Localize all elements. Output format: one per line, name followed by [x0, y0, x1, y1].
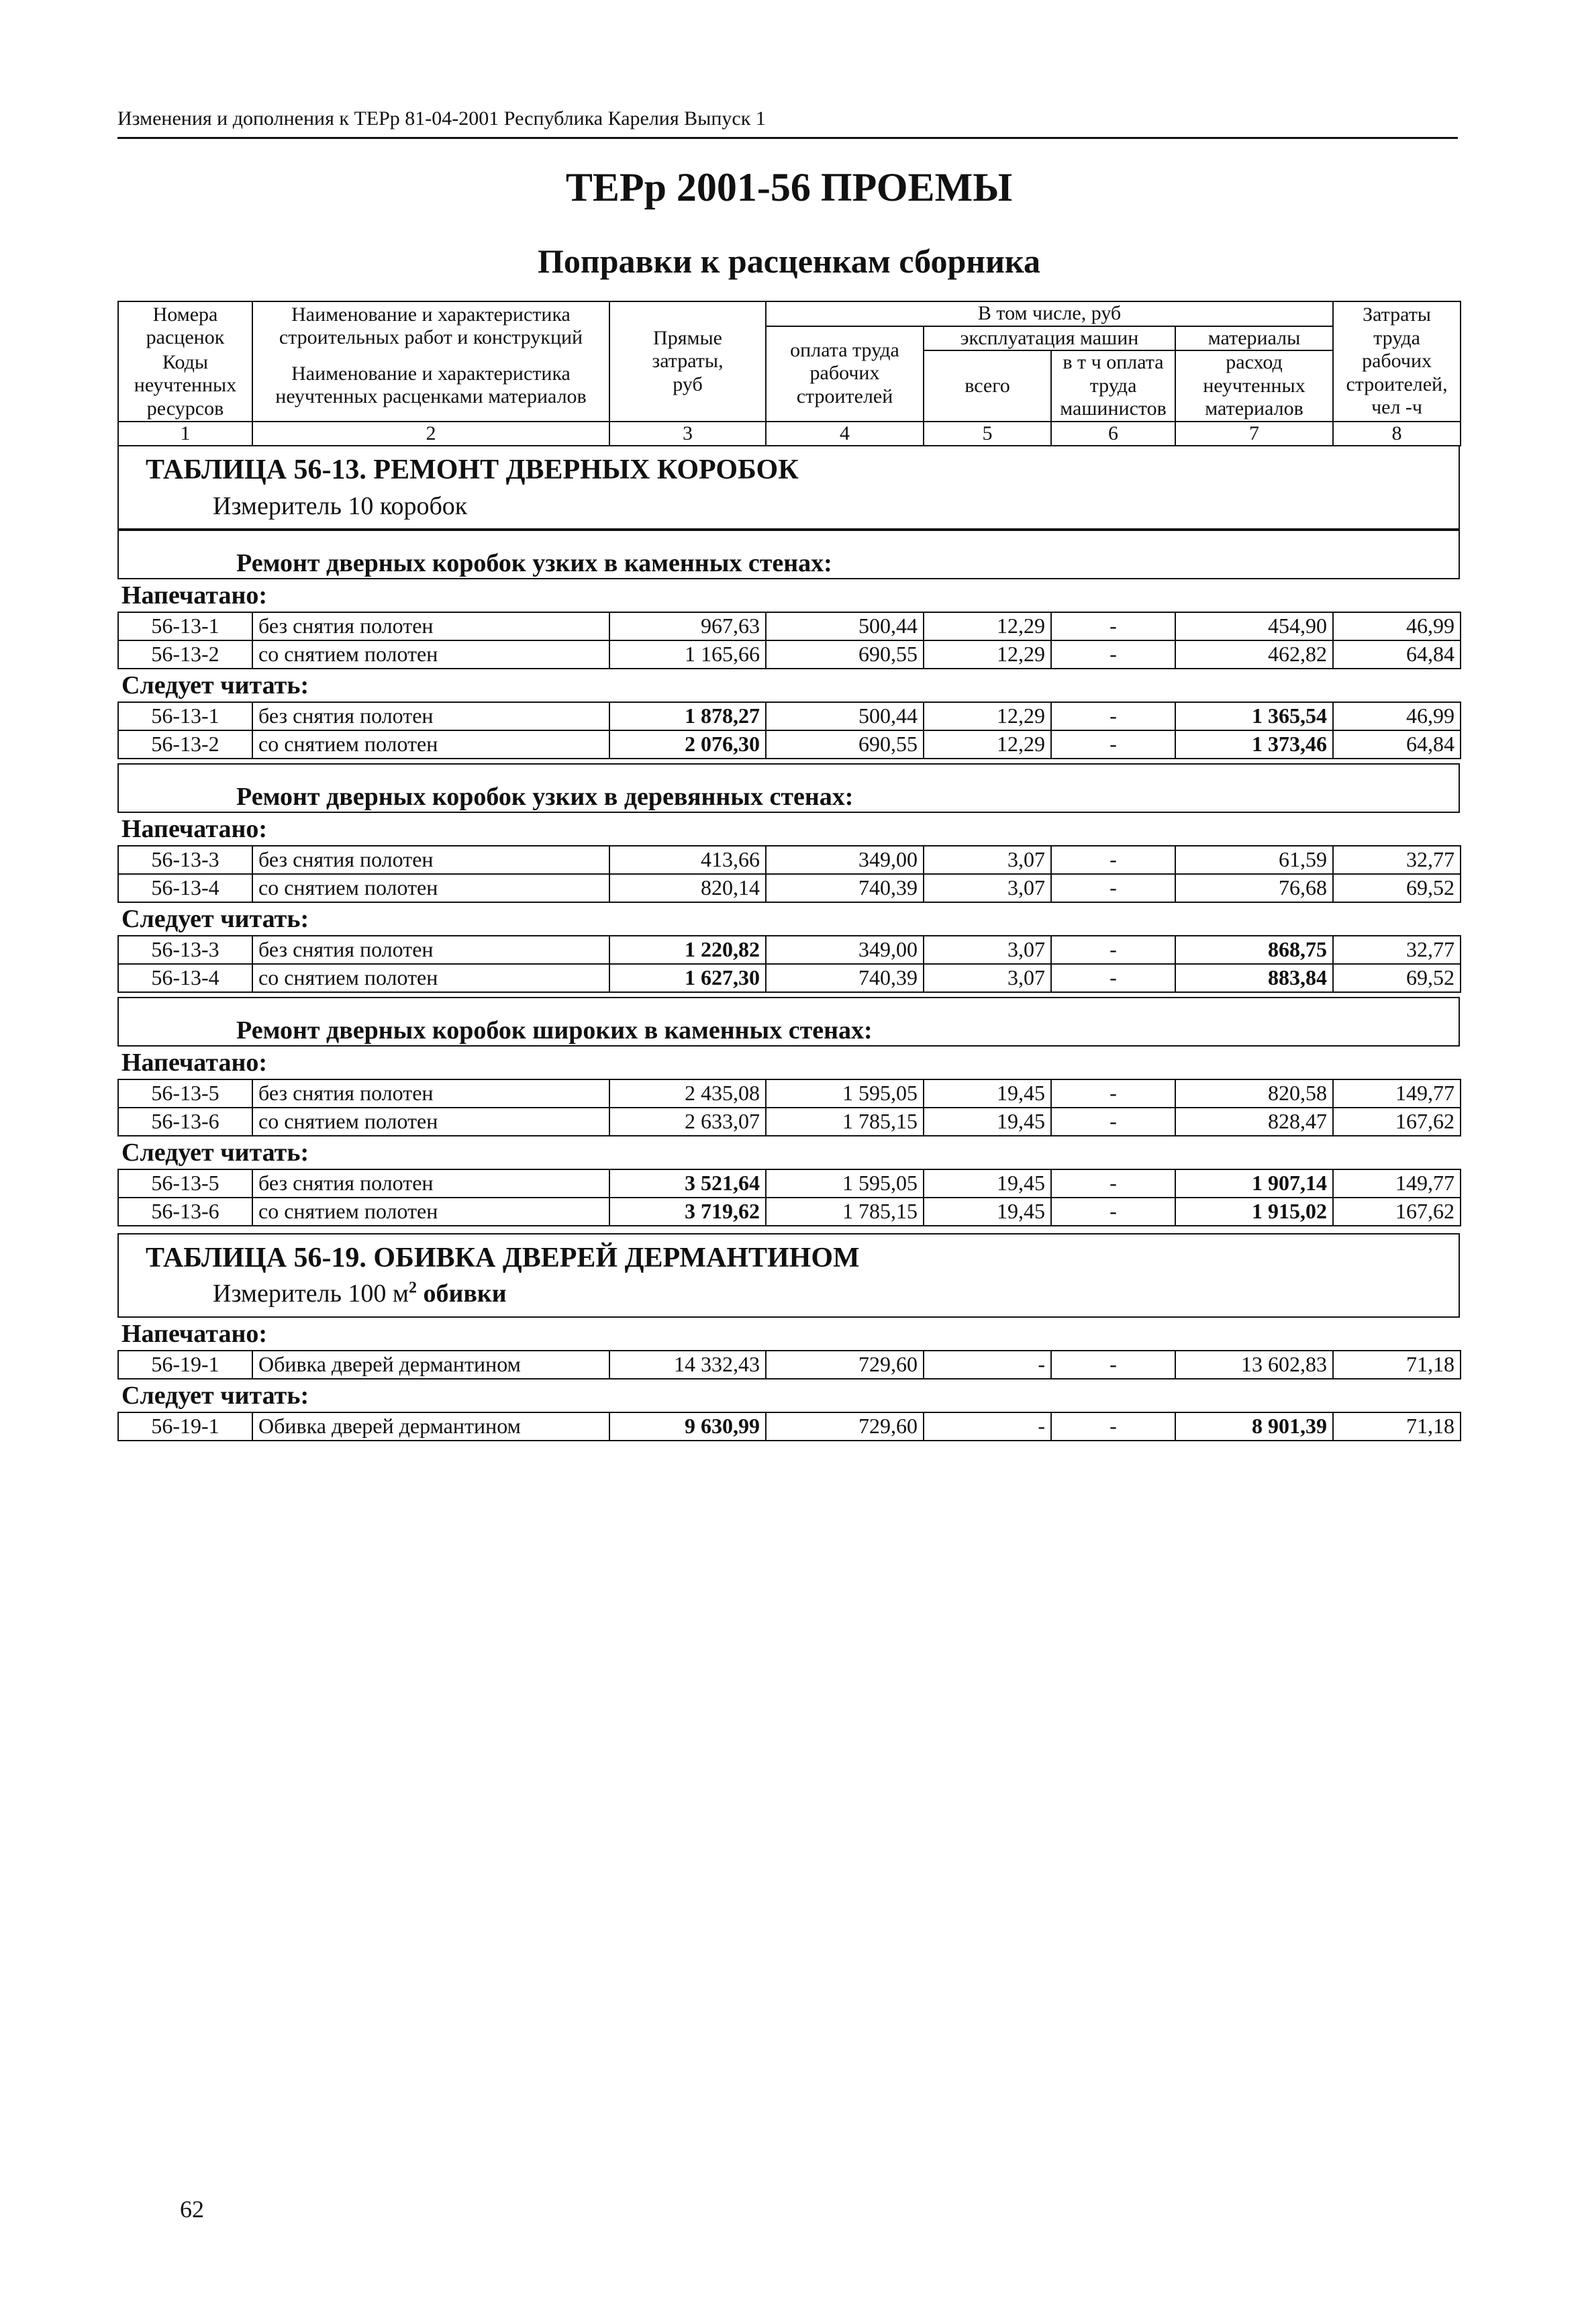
printed-label: Напечатано: [121, 1319, 267, 1348]
cell-direct-costs: 14 332,43 [609, 1351, 766, 1379]
rates-table [117, 1169, 1461, 1226]
table-title: ТАБЛИЦА 56-19. ОБИВКА ДВЕРЕЙ ДЕРМАНТИНОМ [146, 1242, 860, 1273]
cell-materials: 1 373,46 [1175, 730, 1333, 759]
table-row [118, 874, 1461, 902]
cell-materials: 820,58 [1175, 1079, 1333, 1108]
header-labor-costs: Затраты труда рабочих строителей, чел -ч [1333, 301, 1461, 422]
subsection-title: Ремонт дверных коробок узких в деревянных стенах: [236, 782, 854, 811]
table-row [118, 964, 1461, 992]
cell-machines-total: 12,29 [924, 702, 1051, 730]
cell-worker-pay: 1 785,15 [766, 1198, 924, 1226]
cell-machines-total: 19,45 [924, 1198, 1051, 1226]
cell-labor-costs: 64,84 [1333, 730, 1461, 759]
cell-direct-costs: 2 076,30 [609, 730, 766, 759]
printed-label: Напечатано: [121, 581, 267, 610]
subsection-heading [117, 997, 1460, 1047]
rates-table [117, 701, 1461, 759]
cell-rate-code: 56-13-4 [118, 874, 252, 902]
cell-rate-code: 56-13-3 [118, 846, 252, 874]
cell-labor-costs: 149,77 [1333, 1079, 1461, 1108]
cell-worker-pay: 1 785,15 [766, 1108, 924, 1136]
header-worker-pay: оплата труда рабочих строителей [766, 326, 924, 422]
cell-operator-pay: - [1051, 702, 1175, 730]
subsection-title: Ремонт дверных коробок широких в каменных стенах: [236, 1016, 873, 1045]
cell-worker-pay: 1 595,05 [766, 1169, 924, 1198]
cell-direct-costs: 967,63 [609, 612, 766, 640]
correct-label: Следует читать: [121, 671, 309, 699]
cell-direct-costs: 413,66 [609, 846, 766, 874]
header-material-name: Наименование и характеристика неучтенных расценками материалов [252, 350, 609, 422]
rates-table [117, 1412, 1461, 1441]
cell-machines-total: 19,45 [924, 1169, 1051, 1198]
cell-labor-costs: 71,18 [1333, 1351, 1461, 1379]
cell-machines-total: 12,29 [924, 612, 1051, 640]
cell-rate-code: 56-13-3 [118, 936, 252, 964]
table-row [118, 1351, 1461, 1379]
table-row [118, 1108, 1461, 1136]
cell-work-name: без снятия полотен [252, 846, 609, 874]
subsection-heading [117, 530, 1460, 579]
cell-machines-total: 12,29 [924, 730, 1051, 759]
cell-direct-costs: 2 633,07 [609, 1108, 766, 1136]
cell-rate-code: 56-19-1 [118, 1412, 252, 1441]
cell-materials: 13 602,83 [1175, 1351, 1333, 1379]
cell-operator-pay: - [1051, 1108, 1175, 1136]
table-row [118, 1198, 1461, 1226]
correct-label: Следует читать: [121, 1138, 309, 1167]
cell-operator-pay: - [1051, 1079, 1175, 1108]
cell-rate-code: 56-13-2 [118, 730, 252, 759]
cell-rate-code: 56-13-5 [118, 1169, 252, 1198]
cell-labor-costs: 167,62 [1333, 1198, 1461, 1226]
cell-machines-total: 3,07 [924, 846, 1051, 874]
table-56-13-heading [117, 446, 1460, 530]
document-title: ТЕРр 2001-56 ПРОЕМЫ [565, 165, 1013, 209]
cell-work-name: со снятием полотен [252, 730, 609, 759]
table-row [118, 1169, 1461, 1198]
header-in-total: В том числе, руб [766, 301, 1333, 326]
cell-labor-costs: 46,99 [1333, 612, 1461, 640]
cell-labor-costs: 71,18 [1333, 1412, 1461, 1441]
corrections-sheet [117, 301, 1460, 1441]
cell-operator-pay: - [1051, 1412, 1175, 1441]
column-number: 3 [609, 422, 766, 446]
cell-materials: 462,82 [1175, 640, 1333, 669]
correct-label: Следует читать: [121, 1381, 309, 1410]
cell-operator-pay: - [1051, 936, 1175, 964]
column-number: 1 [118, 422, 252, 446]
cell-materials: 883,84 [1175, 964, 1333, 992]
table-row [118, 1412, 1461, 1441]
cell-worker-pay: 349,00 [766, 846, 924, 874]
cell-work-name: без снятия полотен [252, 612, 609, 640]
rates-table [117, 845, 1461, 903]
cell-materials: 61,59 [1175, 846, 1333, 874]
cell-rate-code: 56-19-1 [118, 1351, 252, 1379]
cell-labor-costs: 32,77 [1333, 846, 1461, 874]
document-subtitle: Поправки к расценкам сборника [538, 242, 1040, 280]
cell-worker-pay: 500,44 [766, 612, 924, 640]
header-rule [117, 137, 1458, 139]
cell-materials: 76,68 [1175, 874, 1333, 902]
cell-work-name: со снятием полотен [252, 1108, 609, 1136]
column-number: 2 [252, 422, 609, 446]
table-meter: Измеритель 10 коробок [213, 491, 468, 520]
cell-operator-pay: - [1051, 612, 1175, 640]
cell-worker-pay: 729,60 [766, 1351, 924, 1379]
printed-label: Напечатано: [121, 1048, 267, 1077]
cell-rate-code: 56-13-1 [118, 702, 252, 730]
cell-rate-code: 56-13-6 [118, 1108, 252, 1136]
cell-worker-pay: 1 595,05 [766, 1079, 924, 1108]
header-operator-pay: в т ч оплата труда машинистов [1051, 350, 1175, 422]
header-machines: эксплуатация машин [924, 326, 1175, 351]
cell-machines-total: - [924, 1351, 1051, 1379]
cell-labor-costs: 69,52 [1333, 874, 1461, 902]
cell-direct-costs: 3 719,62 [609, 1198, 766, 1226]
column-number: 8 [1333, 422, 1461, 446]
cell-machines-total: 19,45 [924, 1079, 1051, 1108]
rates-table [117, 1350, 1461, 1379]
header-unaccounted-materials: расход неучтенных материалов [1175, 350, 1333, 422]
cell-work-name: Обивка дверей дермантином [252, 1412, 609, 1441]
cell-operator-pay: - [1051, 874, 1175, 902]
cell-work-name: без снятия полотен [252, 936, 609, 964]
cell-rate-code: 56-13-1 [118, 612, 252, 640]
cell-worker-pay: 729,60 [766, 1412, 924, 1441]
cell-work-name: со снятием полотен [252, 1198, 609, 1226]
cell-rate-code: 56-13-5 [118, 1079, 252, 1108]
header-rate-number: Номера расценок [118, 301, 252, 350]
cell-direct-costs: 1 220,82 [609, 936, 766, 964]
cell-labor-costs: 69,52 [1333, 964, 1461, 992]
column-number: 5 [924, 422, 1051, 446]
cell-operator-pay: - [1051, 730, 1175, 759]
cell-work-name: со снятием полотен [252, 964, 609, 992]
cell-operator-pay: - [1051, 1351, 1175, 1379]
cell-rate-code: 56-13-2 [118, 640, 252, 669]
column-number: 6 [1051, 422, 1175, 446]
cell-worker-pay: 500,44 [766, 702, 924, 730]
column-number-row [118, 422, 1461, 446]
column-number: 7 [1175, 422, 1333, 446]
cell-direct-costs: 2 435,08 [609, 1079, 766, 1108]
table-56-13-sections [117, 530, 1460, 1230]
cell-operator-pay: - [1051, 640, 1175, 669]
cell-materials: 454,90 [1175, 612, 1333, 640]
table-row [118, 1079, 1461, 1108]
cell-labor-costs: 167,62 [1333, 1108, 1461, 1136]
cell-machines-total: 3,07 [924, 874, 1051, 902]
subsection-title: Ремонт дверных коробок узких в каменных стенах: [236, 548, 832, 577]
cell-labor-costs: 46,99 [1333, 702, 1461, 730]
cell-operator-pay: - [1051, 1169, 1175, 1198]
cell-worker-pay: 740,39 [766, 874, 924, 902]
cell-work-name: со снятием полотен [252, 640, 609, 669]
column-number: 4 [766, 422, 924, 446]
table-meter: Измеритель 100 $м^2$ обивки [213, 1279, 507, 1308]
cell-materials: 868,75 [1175, 936, 1333, 964]
page-number: 62 [180, 2196, 204, 2223]
cell-machines-total: 12,29 [924, 640, 1051, 669]
cell-labor-costs: 32,77 [1333, 936, 1461, 964]
rates-table [117, 612, 1461, 669]
cell-materials: 1 365,54 [1175, 702, 1333, 730]
cell-work-name: без снятия полотен [252, 702, 609, 730]
cell-direct-costs: 1 165,66 [609, 640, 766, 669]
header-materials: материалы [1175, 326, 1333, 351]
table-row [118, 846, 1461, 874]
table-row [118, 936, 1461, 964]
cell-worker-pay: 349,00 [766, 936, 924, 964]
cell-labor-costs: 64,84 [1333, 640, 1461, 669]
header-direct-costs: Прямые затраты, руб [609, 301, 766, 422]
cell-materials: 828,47 [1175, 1108, 1333, 1136]
column-header-table [117, 301, 1461, 446]
table-56-19-heading [117, 1233, 1460, 1318]
cell-operator-pay: - [1051, 846, 1175, 874]
cell-direct-costs: 1 627,30 [609, 964, 766, 992]
running-header: Изменения и дополнения к ТЕРр 81-04-2001 Республика Карелия Выпуск 1 [117, 107, 766, 130]
header-resource-codes: Коды неучтенных ресурсов [118, 350, 252, 422]
cell-direct-costs: 3 521,64 [609, 1169, 766, 1198]
cell-materials: 1 907,14 [1175, 1169, 1333, 1198]
cell-worker-pay: 690,55 [766, 730, 924, 759]
rates-table [117, 1079, 1461, 1136]
cell-machines-total: 19,45 [924, 1108, 1051, 1136]
cell-work-name: без снятия полотен [252, 1169, 609, 1198]
cell-materials: 1 915,02 [1175, 1198, 1333, 1226]
cell-worker-pay: 740,39 [766, 964, 924, 992]
cell-rate-code: 56-13-4 [118, 964, 252, 992]
cell-operator-pay: - [1051, 964, 1175, 992]
printed-label: Напечатано: [121, 814, 267, 843]
cell-materials: 8 901,39 [1175, 1412, 1333, 1441]
table-row [118, 612, 1461, 640]
cell-rate-code: 56-13-6 [118, 1198, 252, 1226]
cell-work-name: Обивка дверей дермантином [252, 1351, 609, 1379]
table-row [118, 730, 1461, 759]
table-row [118, 640, 1461, 669]
cell-worker-pay: 690,55 [766, 640, 924, 669]
cell-direct-costs: 1 878,27 [609, 702, 766, 730]
header-machines-total: всего [924, 350, 1051, 422]
table-row [118, 702, 1461, 730]
cell-machines-total: - [924, 1412, 1051, 1441]
table-56-19-body [117, 1318, 1460, 1441]
cell-work-name: со снятием полотен [252, 874, 609, 902]
table-title: ТАБЛИЦА 56-13. РЕМОНТ ДВЕРНЫХ КОРОБОК [146, 454, 799, 485]
cell-operator-pay: - [1051, 1198, 1175, 1226]
cell-machines-total: 3,07 [924, 936, 1051, 964]
cell-direct-costs: 9 630,99 [609, 1412, 766, 1441]
cell-work-name: без снятия полотен [252, 1079, 609, 1108]
cell-machines-total: 3,07 [924, 964, 1051, 992]
cell-direct-costs: 820,14 [609, 874, 766, 902]
correct-label: Следует читать: [121, 904, 309, 933]
cell-labor-costs: 149,77 [1333, 1169, 1461, 1198]
rates-table [117, 935, 1461, 993]
header-work-name: Наименование и характеристика строительных работ и конструкций [252, 301, 609, 350]
subsection-heading [117, 763, 1460, 813]
